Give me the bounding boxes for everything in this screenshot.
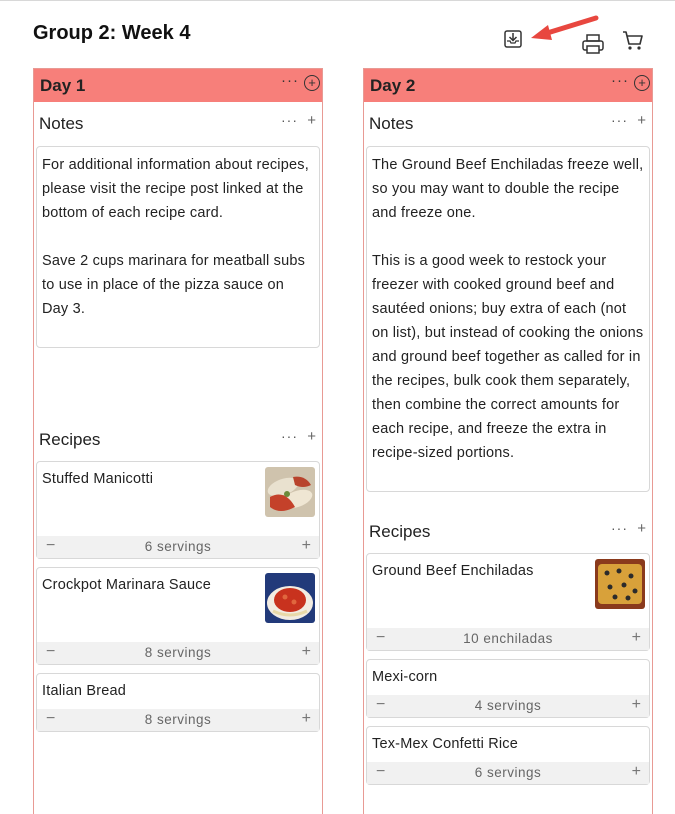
recipe-thumbnail[interactable] — [595, 559, 645, 609]
recipe-thumbnail[interactable] — [265, 467, 315, 517]
increase-servings-button[interactable]: + — [301, 537, 311, 554]
add-circle-icon[interactable]: + — [304, 75, 320, 91]
servings-count: 8 servings — [144, 645, 212, 660]
recipe-card[interactable] — [36, 673, 320, 732]
recipes-more-icon[interactable]: ··· — [611, 520, 628, 536]
servings-bar — [37, 536, 319, 558]
note-card[interactable] — [36, 146, 320, 348]
servings-bar — [367, 762, 649, 784]
day-header — [364, 69, 652, 102]
decrease-servings-button[interactable]: − — [376, 763, 386, 780]
servings-count: 10 enchiladas — [463, 631, 553, 646]
notes-section-header — [364, 102, 652, 142]
day-more-icon[interactable]: ··· — [611, 72, 629, 89]
notes-more-icon[interactable]: ··· — [281, 112, 298, 128]
increase-servings-button[interactable]: + — [631, 763, 641, 780]
servings-count: 6 servings — [474, 765, 542, 780]
servings-count: 6 servings — [144, 539, 212, 554]
recipe-thumbnail[interactable] — [265, 573, 315, 623]
recipe-card[interactable] — [366, 726, 650, 785]
notes-title: Notes — [369, 114, 414, 133]
servings-bar — [37, 642, 319, 664]
note-text: The Ground Beef Enchiladas freeze well, so you may want to double the recipe and freeze one. This is a good week to restock your freezer with cooked ground beef and sautéed onions; buy extra of each (not on list), but instead of cooking the onions and ground beef together as called for in the recipes, bulk cook them separately, then combine the correct amounts for each recipe, and freeze the extra in recipe-sized portions. — [372, 157, 644, 461]
servings-bar — [367, 628, 649, 650]
notes-add-icon[interactable]: + — [637, 112, 646, 129]
day-column-2 — [363, 68, 653, 814]
printer-icon — [581, 33, 605, 55]
notes-title: Notes — [39, 114, 84, 133]
recipe-card[interactable] — [366, 659, 650, 718]
day-title: Day 1 — [40, 76, 86, 95]
decrease-servings-button[interactable]: − — [46, 643, 56, 660]
recipe-card[interactable] — [366, 553, 650, 651]
recipe-name[interactable]: Stuffed Manicotti — [42, 471, 154, 487]
recipes-section-header — [34, 418, 322, 458]
servings-bar — [37, 709, 319, 731]
print-button[interactable] — [580, 31, 606, 57]
servings-count: 4 servings — [474, 698, 542, 713]
decrease-servings-button[interactable]: − — [376, 696, 386, 713]
increase-servings-button[interactable]: + — [301, 710, 311, 727]
recipes-section-header — [364, 510, 652, 550]
day-more-icon[interactable]: ··· — [281, 72, 299, 89]
recipe-name[interactable]: Tex-Mex Confetti Rice — [372, 736, 519, 752]
recipes-title: Recipes — [369, 522, 431, 541]
recipe-name[interactable]: Mexi-corn — [372, 669, 438, 685]
decrease-servings-button[interactable]: − — [46, 710, 56, 727]
day-title: Day 2 — [370, 76, 416, 95]
recipe-name[interactable]: Ground Beef Enchiladas — [372, 563, 534, 579]
recipe-name[interactable]: Italian Bread — [42, 683, 127, 699]
recipes-add-icon[interactable]: + — [307, 428, 316, 445]
page-title: Group 2: Week 4 — [33, 22, 191, 44]
top-divider — [0, 0, 675, 1]
recipes-title: Recipes — [39, 430, 101, 449]
recipe-card[interactable] — [36, 567, 320, 665]
notes-add-icon[interactable]: + — [307, 112, 316, 129]
shopping-cart-icon — [621, 29, 645, 51]
download-button[interactable] — [500, 26, 526, 52]
note-text: For additional information about recipes, please visit the recipe post linked at the bottom of each recipe card. Save 2 cups marinara for meatball subs to use in place of the pizza sauce on Day 3. — [42, 157, 309, 317]
add-circle-icon[interactable]: + — [634, 75, 650, 91]
recipe-card[interactable] — [36, 461, 320, 559]
decrease-servings-button[interactable]: − — [376, 629, 386, 646]
download-tray-icon — [502, 28, 524, 50]
decrease-servings-button[interactable]: − — [46, 537, 56, 554]
recipes-more-icon[interactable]: ··· — [281, 428, 298, 444]
notes-section-header — [34, 102, 322, 142]
servings-count: 8 servings — [144, 712, 212, 727]
increase-servings-button[interactable]: + — [631, 629, 641, 646]
notes-more-icon[interactable]: ··· — [611, 112, 628, 128]
servings-bar — [367, 695, 649, 717]
recipe-name[interactable]: Crockpot Marinara Sauce — [42, 577, 212, 593]
increase-servings-button[interactable]: + — [301, 643, 311, 660]
day-column-1 — [33, 68, 323, 814]
shopping-list-button[interactable] — [620, 27, 646, 53]
note-card[interactable] — [366, 146, 650, 492]
increase-servings-button[interactable]: + — [631, 696, 641, 713]
recipes-add-icon[interactable]: + — [637, 520, 646, 537]
day-header — [34, 69, 322, 102]
